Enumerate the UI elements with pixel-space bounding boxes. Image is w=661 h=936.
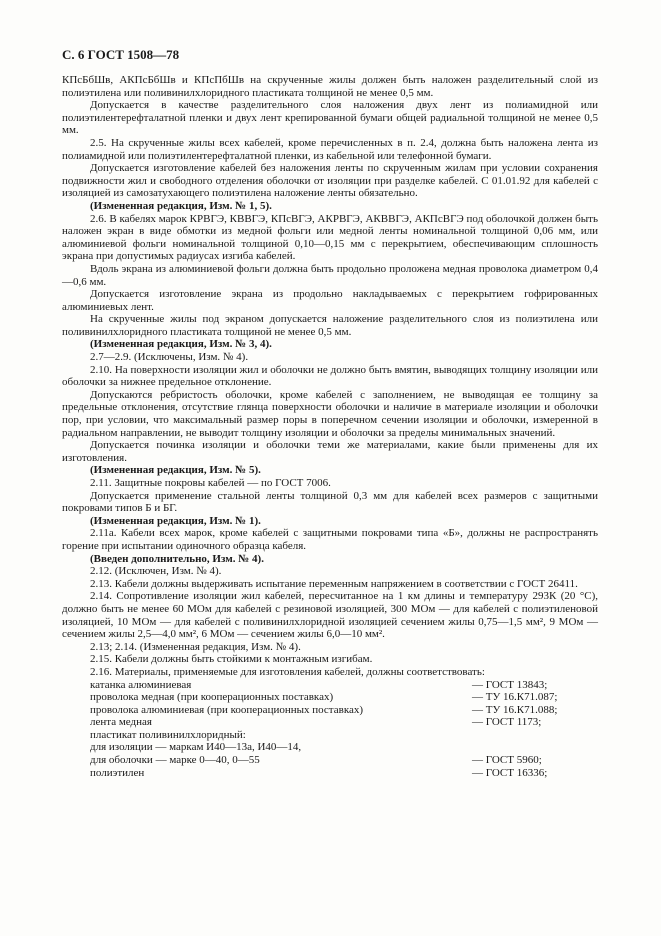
material-name: для оболочки — марке 0—40, 0—55 [90,754,260,767]
materials-row [62,741,598,754]
material-name: для изоляции — маркам И40—13а, И40—14, [90,741,302,754]
material-standard: — ТУ 16.К71.088; [472,703,558,716]
material-name: катанка алюминиевая [90,678,192,691]
document-body [62,74,598,779]
page-header: С. 6 ГОСТ 1508—78 [62,47,180,62]
paragraph: Допускается в качестве разделительного слоя наложения двух лент из полиамидной или полиэтилентерефталатной пленки и двух лент крепированной бумаги общей радиальной толщиной не менее 0,5 мм. [62,99,598,137]
paragraph: 2.14. Сопротивление изоляции жил кабелей, пересчитанное на 1 км длины и температуру 293К (20 °С), должно быть не менее 60 МОм для кабелей с резиновой изоляцией, 300 МОм — для кабелей с полиэтиленовой изоляцией, 10 МОм — для кабелей с поливинилхлоридной изоляцией сечением жилы 0,75—1,5 мм², 9 МОм — сечением жилы 2,5—4,0 мм², 6 МОм — сечением жилы 6,0—10 мм². [62,590,598,641]
paragraph: На скрученные жилы под экраном допускается наложение разделительного слоя из полиэтилена или поливинилхлоридного пластиката толщиной не менее 0,5 мм. [62,313,598,338]
materials-list [62,679,598,780]
materials-row [62,754,598,767]
paragraph: (Введен дополнительно, Изм. № 4). [90,552,264,565]
materials-row [62,729,598,742]
paragraph: Допускается починка изоляции и оболочки теми же материалами, какие были применены для их изготовления. [62,439,598,464]
material-standard: — ГОСТ 5960; [472,754,542,767]
paragraph: (Измененная редакция, Изм. № 5). [90,464,261,477]
paragraph: 2.15. Кабели должны быть стойкими к монтажным изгибам. [90,653,373,666]
materials-row [62,716,598,729]
material-name: лента медная [90,716,152,729]
materials-row [62,679,598,692]
paragraph: 2.13; 2.14. (Измененная редакция, Изм. № 4). [90,640,301,653]
paragraph: 2.16. Материалы, применяемые для изготовления кабелей, должны соответствовать: [90,665,485,678]
paragraph: (Измененная редакция, Изм. № 3, 4). [90,338,272,351]
paragraph: (Измененная редакция, Изм. № 1, 5). [90,199,272,212]
paragraph: 2.13. Кабели должны выдерживать испытание переменным напряжением в соответствии с ГОСТ 26411. [90,577,578,590]
paragraph: (Измененная редакция, Изм. № 1). [90,514,261,527]
material-name: проволока медная (при кооперационных поставках) [90,691,334,704]
material-name: полиэтилен [90,766,145,779]
paragraph: Вдоль экрана из алюминиевой фольги должна быть продольно проложена медная проволока диаметром 0,4—0,6 мм. [62,262,598,288]
material-standard: — ТУ 16.К71.087; [472,691,558,704]
paragraph: Допускается изготовление экрана из продольно накладываемых с перекрытием гофрированных алюминиевых лент. [62,288,598,313]
paragraph: 2.6. В кабелях марок КРВГЭ, КВВГЭ, КПсВГЭ, АКРВГЭ, АКВВГЭ, АКПсВГЭ под оболочкой должен быть наложен экран в виде обмотки из медной фольги или медной ленты номинальной толщиной 0,06 мм, или алюминиевой фольги номинальной толщиной 0,10—0,15 мм с перекрытием, обеспечивающим сплошность экрана при допустимых радиусах изгиба кабелей. [62,212,598,263]
material-standard: — ГОСТ 16336; [472,766,548,779]
paragraph: Допускаются ребристость оболочки, кроме кабелей с заполнением, не выводящая ее толщину за предельные отклонения, отсутствие глянца поверхности оболочки и наличие в материале изоляции и оболочки пор, при условии, что максимальный размер поры в поперечном сечении изоляции и оболочки, измеренной в радиальном направлении, не выводит толщину изоляции и оболочки за пределы минимальных значений. [62,388,598,439]
paragraph: 2.11а. Кабели всех марок, кроме кабелей с защитными покровами типа «Б», должны не распространять горение при испытании одиночного образца кабеля. [62,527,598,552]
paragraph: 2.5. На скрученные жилы всех кабелей, кроме перечисленных в п. 2.4, должна быть наложена лента из полиамидной или полиэтилентерефталатной пленки, из кабельной или телефонной бумаги. [62,136,598,162]
materials-row [62,767,598,780]
paragraph: Допускается изготовление кабелей без наложения ленты по скрученным жилам при условии сохранения подвижности жил и свободного отделения оболочки от изоляции при разделке кабелей. С 01.01.92 для кабелей с изоляцией из самозатухающего полиэтилена наложение ленты обязательно. [62,162,598,200]
paragraph: 2.12. (Исключен, Изм. № 4). [90,565,222,578]
paragraph: 2.11. Защитные покровы кабелей — по ГОСТ 7006. [90,477,331,489]
material-name: пластикат поливинилхлоридный: [90,728,246,741]
material-name: проволока алюминиевая (при кооперационных поставках) [90,703,364,716]
material-standard: — ГОСТ 13843; [472,678,548,691]
paragraph: 2.7—2.9. (Исключены, Изм. № 4). [90,351,249,364]
materials-row [62,691,598,704]
paragraph: КПсБбШв, АКПсБбШв и КПсПбШв на скрученные жилы должен быть наложен разделительный слой из полиэтилена или поливинилхлоридного пластиката толщиной не менее 0,5 мм. [62,74,598,99]
paragraph: Допускается применение стальной ленты толщиной 0,3 мм для кабелей всех размеров с защитными покровами типов Б и БГ. [62,489,598,515]
materials-row [62,704,598,717]
material-standard: — ГОСТ 1173; [472,716,542,729]
paragraph: 2.10. На поверхности изоляции жил и оболочки не должно быть вмятин, выводящих толщину изоляции или оболочки за нижнее предельное отклонение. [62,363,598,389]
paragraphs [62,74,598,679]
